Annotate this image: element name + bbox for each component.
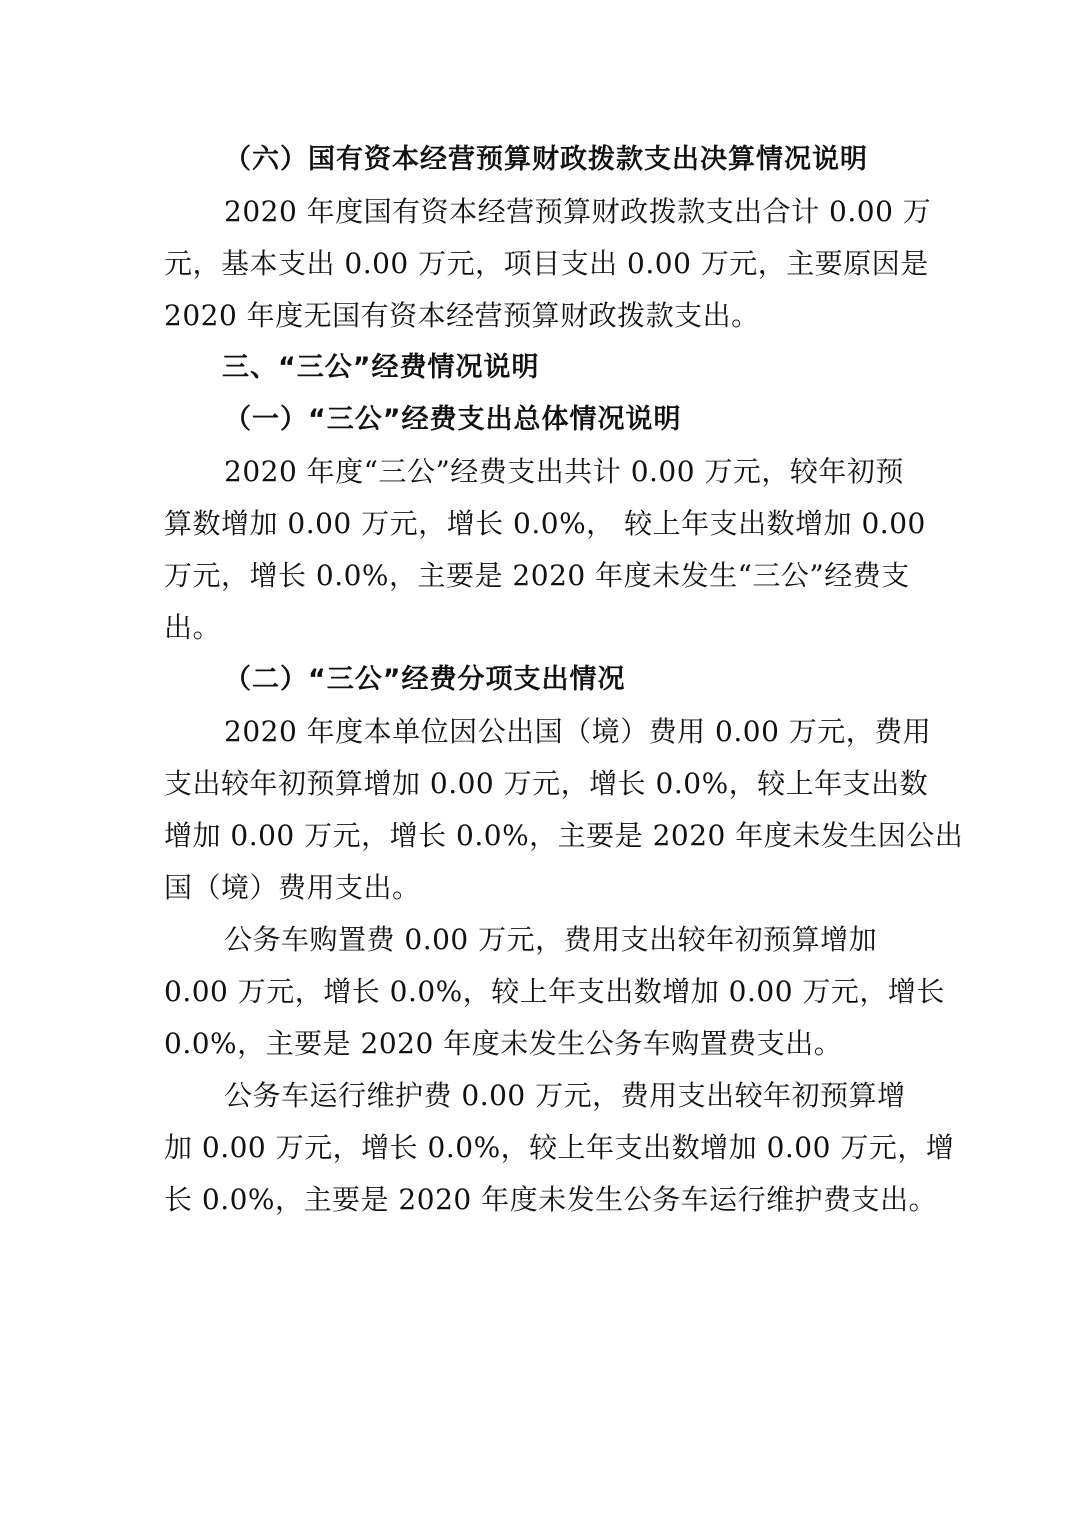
paragraph-line: 公务车购置费 0.00 万元，费用支出较年初预算增加 — [224, 923, 878, 956]
paragraph-vehicle-maintenance — [164, 1070, 955, 1226]
document-body — [164, 134, 964, 1226]
paragraph-state-capital — [164, 186, 932, 342]
paragraph-line: 0.00 万元，增长 0.0%，较上年支出数增加 0.00 万元，增长 — [164, 975, 945, 1008]
paragraph-line: 元，基本支出 0.00 万元，项目支出 0.00 万元，主要原因是 — [164, 247, 929, 280]
paragraph-line: 2020 年度本单位因公出国（境）费用 0.00 万元，费用 — [224, 715, 932, 748]
paragraph-line: 出。 — [164, 611, 222, 644]
section-heading-overall: （一）“三公”经费支出总体情况说明 — [224, 404, 682, 435]
paragraph-overall — [164, 446, 926, 654]
paragraph-line: 算数增加 0.00 万元，增长 0.0%， 较上年支出数增加 0.00 — [164, 507, 926, 540]
paragraph-line: 加 0.00 万元，增长 0.0%，较上年支出数增加 0.00 万元，增 — [164, 1131, 955, 1164]
paragraph-line: 0.0%，主要是 2020 年度未发生公务车购置费支出。 — [164, 1027, 843, 1060]
paragraph-line: 2020 年度“三公”经费支出共计 0.00 万元，较年初预 — [224, 455, 904, 488]
paragraph-line: 万元，增长 0.0%，主要是 2020 年度未发生“三公”经费支 — [164, 559, 910, 592]
paragraph-line: 增加 0.00 万元，增长 0.0%，主要是 2020 年度未发生因公出 — [164, 819, 964, 852]
section-heading-itemized: （二）“三公”经费分项支出情况 — [224, 664, 626, 695]
chapter-heading-three-public: 三、“三公”经费情况说明 — [222, 352, 540, 383]
paragraph-line: 支出较年初预算增加 0.00 万元，增长 0.0%，较上年支出数 — [164, 767, 929, 800]
paragraph-overseas-travel — [164, 706, 964, 914]
section-heading-state-capital: （六）国有资本经营预算财政拨款支出决算情况说明 — [224, 144, 868, 175]
paragraph-line: 公务车运行维护费 0.00 万元，费用支出较年初预算增 — [224, 1079, 906, 1112]
paragraph-line: 2020 年度无国有资本经营预算财政拨款支出。 — [164, 299, 760, 332]
paragraph-line: 长 0.0%，主要是 2020 年度未发生公务车运行维护费支出。 — [164, 1183, 938, 1216]
paragraph-line: 2020 年度国有资本经营预算财政拨款支出合计 0.00 万 — [224, 195, 932, 228]
paragraph-line: 国（境）费用支出。 — [164, 871, 421, 904]
paragraph-vehicle-purchase — [164, 914, 945, 1070]
